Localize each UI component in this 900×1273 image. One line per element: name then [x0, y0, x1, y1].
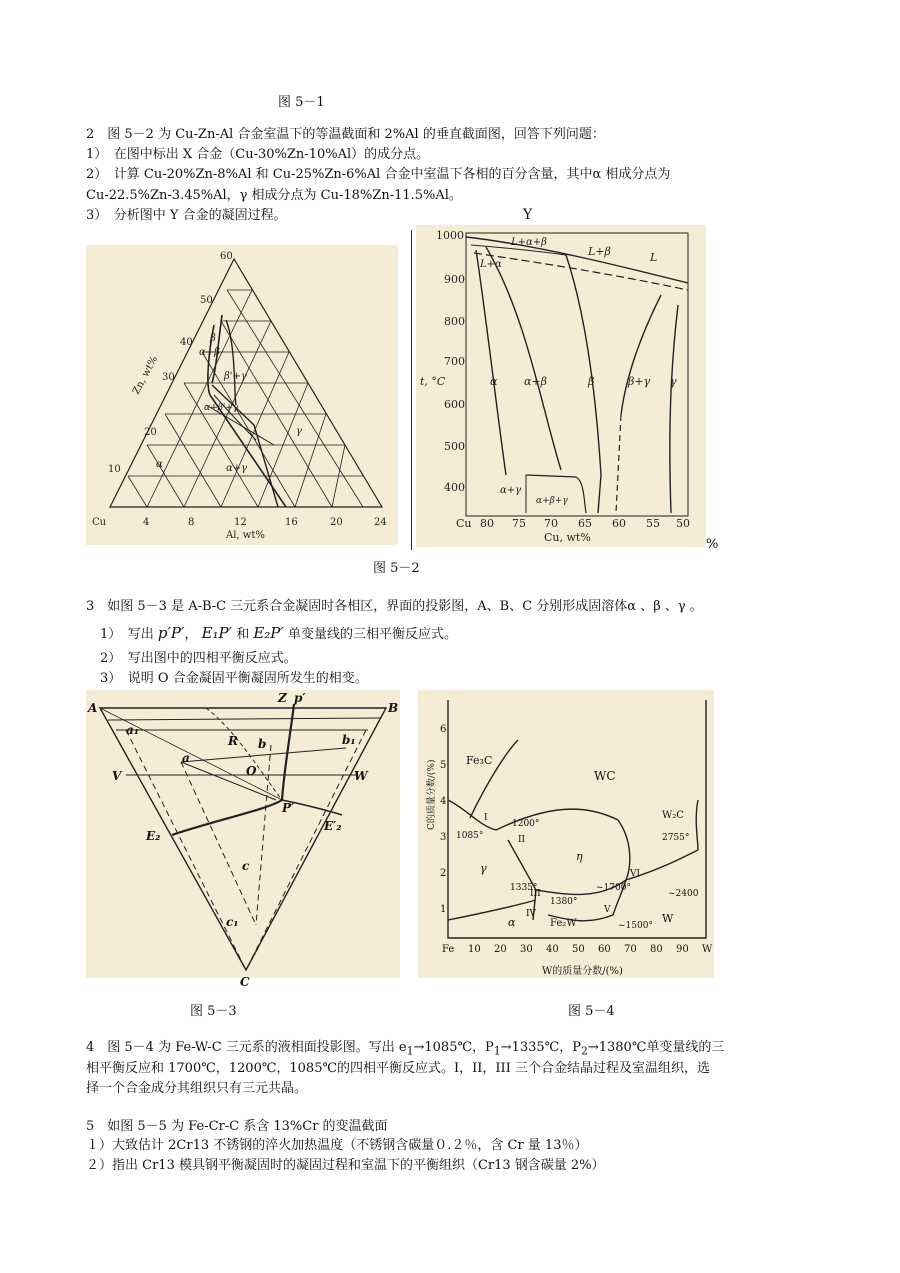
fig5-3-caption: 图 5－3 — [190, 1004, 237, 1019]
label-y-alloy: Y — [523, 207, 533, 223]
ternary-tick-al-20: 20 — [330, 517, 343, 528]
f54-roman-2: II — [518, 835, 526, 845]
figure-vertical-section — [416, 225, 706, 547]
vs-xlabel: Cu, wt% — [544, 531, 591, 544]
q4-line-1d: →1380℃单变量线的三 — [587, 1040, 725, 1055]
vs-phase-alpha-gamma: α+γ — [500, 485, 522, 496]
f54-ylabel: C的质量分数/(%) — [427, 759, 437, 830]
f54-x-40: 40 — [546, 944, 559, 955]
vs-phase-beta: β — [588, 375, 595, 388]
f53-p: p′ — [294, 691, 306, 705]
q2-item-2b: Cu-22.5%Zn-3.45%Al，γ 相成分点为 Cu-18%Zn-11.5%Al。 — [86, 188, 462, 203]
f54-y-4: 4 — [440, 796, 447, 807]
f53-R: R — [228, 734, 238, 748]
vs-phase-l-a-b: L+α+β — [511, 237, 547, 248]
f54-roman-1: I — [484, 813, 488, 823]
fig5-1-caption: 图 5－1 — [278, 95, 325, 110]
f54-y-3: 3 — [440, 832, 447, 843]
q3-item-1-post: 单变量线的三相平衡反应式。 — [287, 627, 457, 642]
q3-math-E1P: E₁P′ — [201, 624, 233, 642]
ternary-tick-30: 30 — [162, 372, 175, 383]
f54-t-1380: 1380° — [550, 897, 578, 907]
ternary-phase-beta-gamma: β'+γ — [224, 371, 247, 382]
f53-a: a — [182, 751, 190, 765]
f53-E2: E₂ — [146, 829, 161, 843]
q3-title: 3 如图 5－3 是 A-B-C 三元系合金凝固时各相区，界面的投影图，A、B、C 分别形成固溶体α 、β 、γ 。 — [86, 599, 703, 614]
vs-tick-700: 700 — [444, 355, 465, 368]
vs-xtick-65: 65 — [578, 517, 592, 530]
ternary-tick-10: 10 — [108, 464, 121, 475]
f54-roman-4: IV — [526, 909, 537, 919]
q4-line-1 — [86, 1039, 816, 1060]
f53-E2p: E′₂ — [324, 819, 342, 833]
f54-x-70: 70 — [624, 944, 637, 955]
f54-t-1200: 1200° — [512, 819, 540, 829]
ternary-phase-gamma: γ — [296, 426, 302, 437]
f54-x-30: 30 — [520, 944, 533, 955]
ternary-tick-20: 20 — [144, 427, 157, 438]
f54-roman-3: III — [530, 889, 541, 899]
f54-roman-6: VI — [630, 869, 641, 879]
vs-ylabel: t, °C — [420, 375, 446, 388]
vs-phase-l: L — [650, 251, 658, 264]
ternary-tick-al-24: 24 — [374, 517, 387, 528]
f54-x-60: 60 — [598, 944, 611, 955]
q2-item-3: 3） 分析图中 Y 合金的凝固过程。 — [86, 208, 287, 223]
vs-phase-a-b-g: α+β+γ — [536, 496, 568, 506]
f53-c1: c₁ — [226, 915, 239, 929]
f54-x-90: 90 — [676, 944, 689, 955]
f54-x-20: 20 — [494, 944, 507, 955]
f53-W: W — [354, 769, 368, 783]
f54-x-80: 80 — [650, 944, 663, 955]
q5-item-1: １）大致估计 2Cr13 不锈钢的淬火加热温度（不锈钢含碳量０.２％，含 Cr 量 13％） — [86, 1138, 588, 1153]
q3-item-1-pre: 1） 写出 — [100, 627, 154, 642]
vs-tick-900: 900 — [444, 273, 465, 286]
f54-t-2400: ~2400 — [668, 889, 699, 899]
vs-phase-alpha-beta: α+β — [524, 375, 548, 388]
figure-divider — [411, 230, 412, 550]
vs-xtick-60: 60 — [612, 517, 626, 530]
ternary-tick-50: 50 — [200, 295, 213, 306]
vs-xtick-55: 55 — [646, 517, 660, 530]
vs-xtick-cu: Cu — [456, 517, 472, 530]
ternary-phase-alpha: α — [156, 459, 163, 470]
f53-a1: a₁ — [126, 723, 140, 737]
fig5-4-caption: 图 5－4 — [568, 1004, 615, 1019]
vs-phase-beta-gamma: β+γ — [628, 375, 651, 388]
f53-c: c — [242, 859, 250, 873]
q4-sub-3: 2 — [580, 1044, 588, 1058]
figure-5-3 — [86, 690, 400, 989]
vs-xtick-50: 50 — [676, 517, 690, 530]
ternary-phase-beta: β — [210, 333, 216, 344]
vs-xtick-75: 75 — [512, 517, 526, 530]
f54-x-fe: Fe — [442, 944, 455, 955]
q4-line-1b: →1085℃，P — [413, 1040, 494, 1055]
figure-ternary-isothermal — [86, 245, 398, 545]
f54-fe3c: Fe₃C — [466, 754, 493, 767]
ternary-tick-60: 60 — [220, 251, 233, 262]
q3-item-1-and: 和 — [236, 627, 250, 642]
vs-tick-400: 400 — [444, 481, 465, 494]
f54-y-6: 6 — [440, 724, 447, 735]
figure-5-4 — [418, 690, 714, 978]
q5-item-2: ２）指出 Cr13 模具钢平衡凝固时的凝固过程和室温下的平衡组织（Cr13 钢含碳量 2%） — [86, 1158, 605, 1173]
f54-w2c-1: W₂C — [662, 810, 684, 821]
ternary-phase-alpha-beta: α+β — [199, 347, 220, 358]
q4-line-1a: 4 图 5－4 为 Fe-W-C 三元系的液相面投影图。写出 e — [86, 1040, 407, 1055]
ternary-tick-al-12: 12 — [234, 517, 247, 528]
vs-tick-800: 800 — [444, 315, 465, 328]
f53-P: P′ — [282, 801, 295, 815]
q2-item-2: 2） 计算 Cu-20%Zn-8%Al 和 Cu-25%Zn-6%Al 合金中室温下各相的百分含量，其中α 相成分点为 — [86, 167, 671, 182]
f54-roman-5: V — [604, 905, 611, 915]
ternary-tick-al-4: 4 — [143, 517, 150, 528]
f54-x-w: W — [702, 944, 713, 955]
f53-V: V — [112, 769, 122, 783]
f54-t-1700: ~1700° — [596, 883, 631, 893]
f54-eta: η — [576, 850, 583, 863]
label-percent: % — [706, 537, 719, 552]
f54-alpha: α — [508, 916, 516, 929]
f54-gamma: γ — [480, 862, 487, 875]
q4-sub-2: 1 — [493, 1044, 501, 1058]
f54-y-2: 2 — [440, 868, 447, 879]
f53-b: b — [258, 737, 267, 751]
f54-y-5: 5 — [440, 760, 447, 771]
f54-fe2w: Fe₂W — [550, 918, 577, 929]
q5-title: 5 如图 5－5 为 Fe-Cr-C 系含 13%Cr 的变温截面 — [86, 1119, 388, 1134]
vs-xtick-70: 70 — [544, 517, 558, 530]
ternary-phase-alpha-gamma: α+γ — [226, 463, 248, 474]
f53-B: B — [388, 701, 399, 715]
q3-math-pP: p′P′ — [157, 624, 185, 642]
vs-phase-alpha: α — [490, 375, 498, 388]
vs-phase-l-a: L+α — [480, 259, 502, 270]
q3-math-E2P: E₂P′ — [253, 624, 284, 642]
fig5-2-caption: 图 5－2 — [373, 561, 420, 576]
ternary-zn-axis-label: Zn, wt% — [130, 354, 161, 397]
ternary-cu-label: Cu — [92, 517, 107, 528]
f53-C: C — [240, 975, 250, 989]
f54-t-2755: 2755° — [662, 833, 690, 843]
f54-xlabel: W的质量分数/(%) — [542, 966, 623, 977]
vs-tick-1000: 1000 — [436, 229, 464, 242]
f53-Z: Z — [278, 691, 287, 705]
f54-y-1: 1 — [440, 904, 447, 915]
vs-xtick-80: 80 — [480, 517, 494, 530]
q3-item-3: 3） 说明 O 合金凝固平衡凝固所发生的相变。 — [100, 671, 368, 686]
f54-t-1500: ~1500° — [618, 921, 653, 931]
f54-w: W — [662, 912, 674, 925]
f53-O: O — [246, 764, 257, 778]
ternary-tick-al-8: 8 — [188, 517, 195, 528]
vs-tick-500: 500 — [444, 440, 465, 453]
q3-item-2: 2） 写出图中的四相平衡反应式。 — [100, 651, 297, 666]
vs-phase-gamma: γ — [670, 375, 677, 388]
q4-line-2: 相平衡反应和 1700℃，1200℃，1085℃的四相平衡反应式。I，II，III 三个合金结晶过程及室温组织，选 — [86, 1061, 710, 1076]
ternary-tick-40: 40 — [180, 337, 193, 348]
f53-b1: b₁ — [342, 733, 356, 747]
vs-tick-600: 600 — [444, 398, 465, 411]
q2-item-1: 1） 在图中标出 X 合金（Cu-30%Zn-10%Al）的成分点。 — [86, 147, 430, 162]
f54-t-1085: 1085° — [456, 831, 484, 841]
vs-phase-l-b: L+β — [588, 245, 611, 258]
f53-A: A — [88, 701, 98, 715]
q3-item-1: 1） 写出 p′P′， E₁P′ 和 E₂P′ 单变量线的三相平衡反应式。 — [100, 624, 457, 642]
f54-x-10: 10 — [468, 944, 481, 955]
f54-wc: WC — [594, 769, 616, 783]
q2-title: 2 图 5－2 为 Cu-Zn-Al 合金室温下的等温截面和 2%Al 的垂直截面图，回答下列问题： — [86, 127, 605, 142]
f54-t-1335: 1335° — [510, 883, 538, 893]
ternary-phase-three: α+β'+γ — [204, 403, 239, 413]
q4-line-1c: →1335℃，P — [500, 1040, 581, 1055]
ternary-al-axis-label: Al, wt% — [226, 530, 265, 541]
f54-x-50: 50 — [572, 944, 585, 955]
q4-sub-1: 1 — [406, 1044, 414, 1058]
ternary-tick-al-16: 16 — [285, 517, 298, 528]
q4-line-3: 择一个合金成分其组织只有三元共晶。 — [86, 1081, 308, 1096]
